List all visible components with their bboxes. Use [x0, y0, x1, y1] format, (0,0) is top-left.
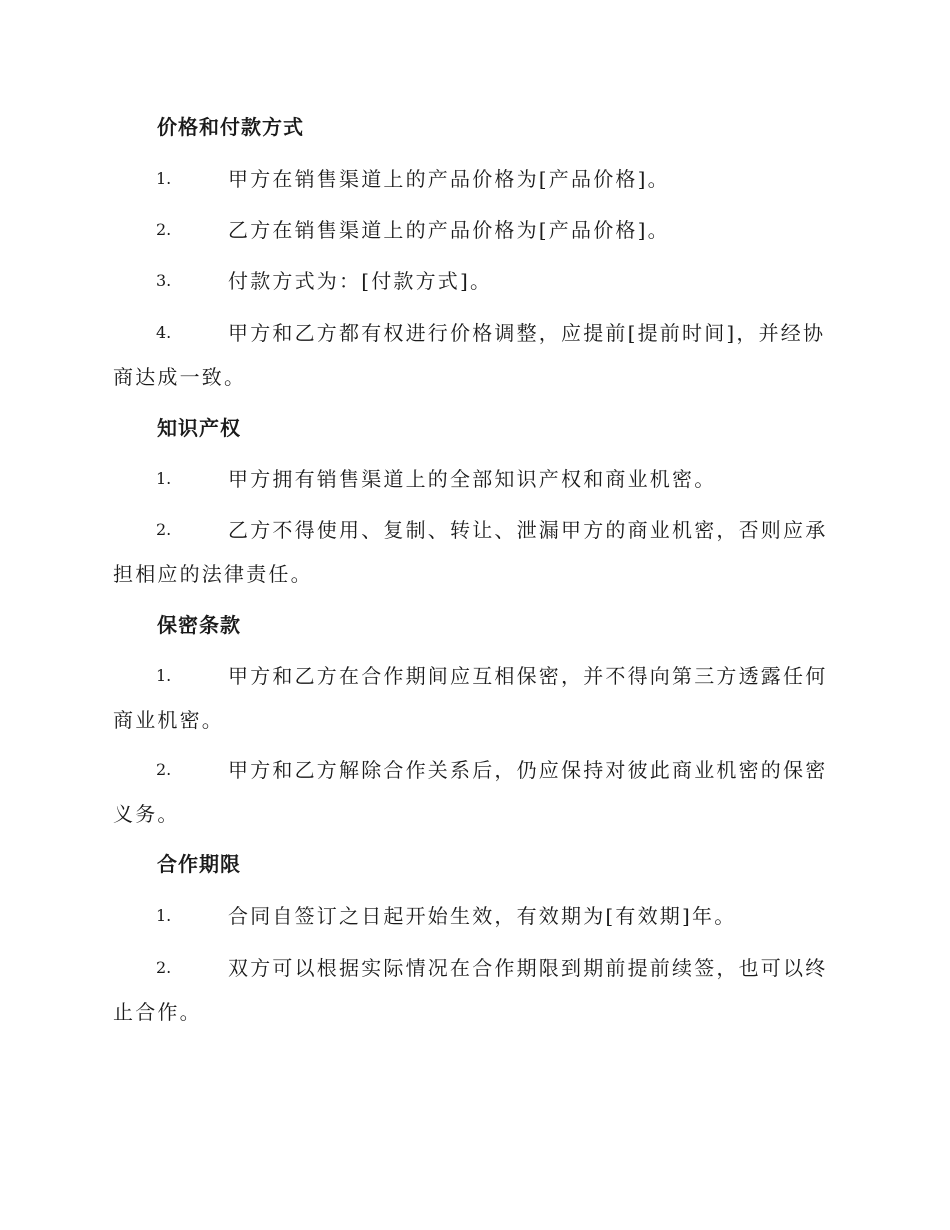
item-text: 乙方在销售渠道上的产品价格为[产品价格]。 — [228, 218, 670, 242]
item-number: 1. — [156, 169, 172, 188]
item-text: 甲方和乙方在合作期间应互相保密，并不得向第三方透露任何商业机密。 — [113, 664, 828, 732]
item-number: 1. — [156, 906, 172, 925]
item-number: 1. — [156, 666, 172, 685]
list-item — [113, 259, 833, 303]
item-number: 2. — [156, 220, 172, 239]
item-text: 乙方不得使用、复制、转让、泄漏甲方的商业机密，否则应承担相应的法律责任。 — [113, 518, 828, 586]
item-text: 甲方和乙方解除合作关系后，仍应保持对彼此商业机密的保密义务。 — [113, 758, 828, 826]
list-item — [113, 894, 833, 938]
item-number: 3. — [156, 271, 172, 290]
item-text: 合同自签订之日起开始生效，有效期为[有效期]年。 — [228, 904, 737, 928]
section-heading-ip: 知识产权 — [157, 416, 241, 440]
list-item — [113, 508, 833, 596]
list-item — [113, 946, 833, 1034]
item-text: 甲方在销售渠道上的产品价格为[产品价格]。 — [228, 167, 670, 191]
item-text: 甲方和乙方都有权进行价格调整，应提前[提前时间]，并经协商达成一致。 — [113, 321, 826, 389]
item-number: 2. — [156, 958, 172, 977]
list-item — [113, 654, 833, 742]
list-item — [113, 748, 833, 836]
item-text: 付款方式为：[付款方式]。 — [228, 269, 493, 293]
item-number: 4. — [156, 323, 172, 342]
list-item — [113, 311, 833, 399]
list-item — [113, 208, 833, 252]
item-text: 双方可以根据实际情况在合作期限到期前提前续签，也可以终止合作。 — [113, 956, 828, 1024]
list-item — [113, 457, 833, 501]
item-number: 2. — [156, 520, 172, 539]
section-heading-pricing: 价格和付款方式 — [157, 115, 304, 139]
item-text: 甲方拥有销售渠道上的全部知识产权和商业机密。 — [228, 467, 717, 491]
section-heading-term: 合作期限 — [157, 852, 241, 876]
list-item — [113, 157, 833, 201]
item-number: 2. — [156, 760, 172, 779]
section-heading-confidentiality: 保密条款 — [157, 613, 241, 637]
item-number: 1. — [156, 469, 172, 488]
